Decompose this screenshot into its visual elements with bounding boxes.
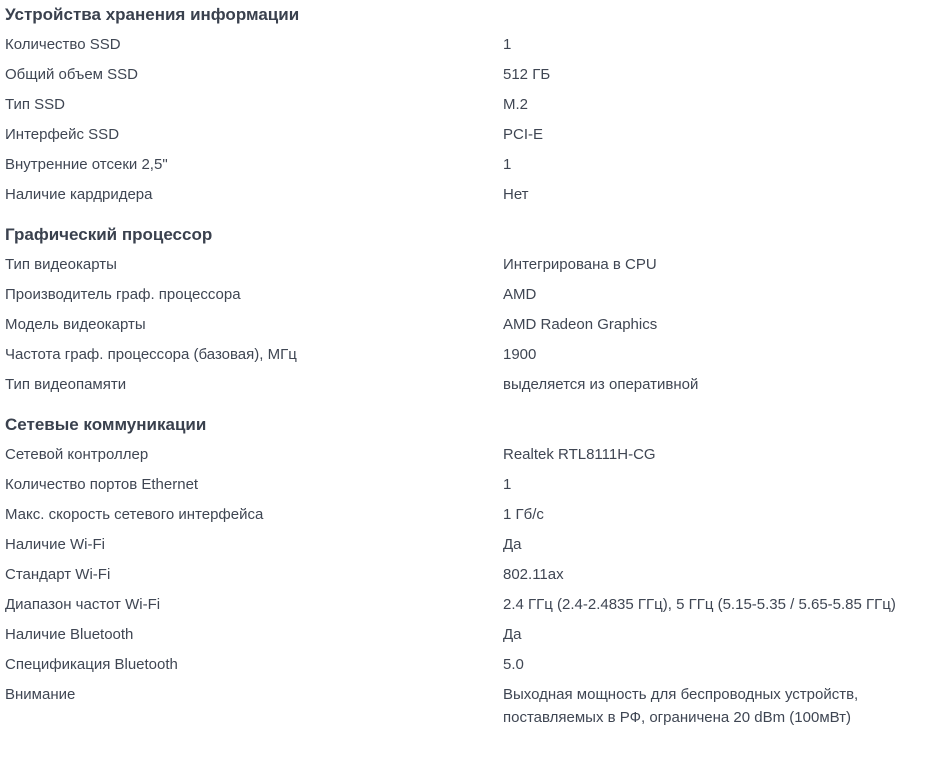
spec-label: Стандарт Wi-Fi [5, 566, 111, 583]
spec-label: Наличие кардридера [5, 186, 153, 203]
spec-row [5, 310, 942, 340]
spec-label: Тип видеопамяти [5, 376, 127, 393]
spec-value: 802.11ax [503, 566, 564, 583]
spec-row [5, 340, 942, 370]
spec-label: Количество SSD [5, 36, 121, 53]
spec-row [5, 370, 942, 400]
spec-row [5, 620, 942, 650]
spec-label: Модель видеокарты [5, 316, 146, 333]
spec-value: Realtek RTL8111H-CG [503, 446, 656, 463]
spec-row [5, 250, 942, 280]
section-gpu [5, 220, 942, 400]
specifications-list [5, 0, 942, 729]
spec-value: выделяется из оперативной [503, 376, 699, 393]
spec-row [5, 560, 942, 590]
spec-value: Интегрирована в CPU [503, 256, 657, 273]
spec-label: Диапазон частот Wi-Fi [5, 596, 161, 613]
spec-value: AMD [503, 286, 537, 303]
spec-row [5, 30, 942, 60]
spec-value: 2.4 ГГц (2.4-2.4835 ГГц), 5 ГГц (5.15-5.35 / 5.65-5.85 ГГц) [503, 596, 896, 613]
spec-value: 1 [503, 36, 512, 53]
section-title: Сетевые коммуникации [5, 415, 207, 434]
spec-row [5, 470, 942, 500]
spec-value: PCI-E [503, 126, 544, 143]
spec-label: Производитель граф. процессора [5, 286, 241, 303]
spec-value: 1 [503, 476, 512, 493]
spec-row [5, 590, 942, 620]
section-network [5, 410, 942, 729]
spec-value: Выходная мощность для беспроводных устройств, поставляемых в РФ, ограничена 20 dBm (100мВт) [503, 686, 859, 726]
spec-label: Спецификация Bluetooth [5, 656, 178, 673]
spec-row [5, 530, 942, 560]
spec-value: 1 Гб/с [503, 506, 544, 523]
spec-value: 1 [503, 156, 512, 173]
spec-label: Внимание [5, 686, 76, 703]
spec-value: 1900 [503, 346, 537, 363]
spec-value: AMD Radeon Graphics [503, 316, 658, 333]
spec-row [5, 650, 942, 680]
spec-row [5, 90, 942, 120]
spec-row [5, 500, 942, 530]
section-divider [5, 400, 942, 410]
spec-label: Интерфейс SSD [5, 126, 120, 143]
spec-label: Наличие Bluetooth [5, 626, 134, 643]
spec-row [5, 60, 942, 90]
spec-label: Сетевой контроллер [5, 446, 149, 463]
spec-value: Нет [503, 186, 529, 203]
section-title: Устройства хранения информации [5, 5, 300, 24]
spec-label: Тип видеокарты [5, 256, 117, 273]
spec-row [5, 680, 942, 729]
section-divider [5, 210, 942, 220]
spec-value: Да [503, 536, 522, 553]
spec-label: Макс. скорость сетевого интерфейса [5, 506, 264, 523]
spec-label: Частота граф. процессора (базовая), МГц [5, 346, 297, 363]
spec-value: M.2 [503, 96, 529, 113]
spec-label: Общий объем SSD [5, 66, 139, 83]
spec-row [5, 120, 942, 150]
spec-label: Внутренние отсеки 2,5" [5, 156, 168, 173]
spec-value: 5.0 [503, 656, 524, 673]
spec-label: Количество портов Ethernet [5, 476, 199, 493]
spec-row [5, 180, 942, 210]
spec-label: Наличие Wi-Fi [5, 536, 105, 553]
spec-row [5, 150, 942, 180]
section-storage [5, 0, 942, 210]
spec-value: 512 ГБ [503, 66, 551, 83]
spec-row [5, 280, 942, 310]
spec-value: Да [503, 626, 522, 643]
spec-label: Тип SSD [5, 96, 66, 113]
section-title: Графический процессор [5, 225, 213, 244]
spec-row [5, 440, 942, 470]
